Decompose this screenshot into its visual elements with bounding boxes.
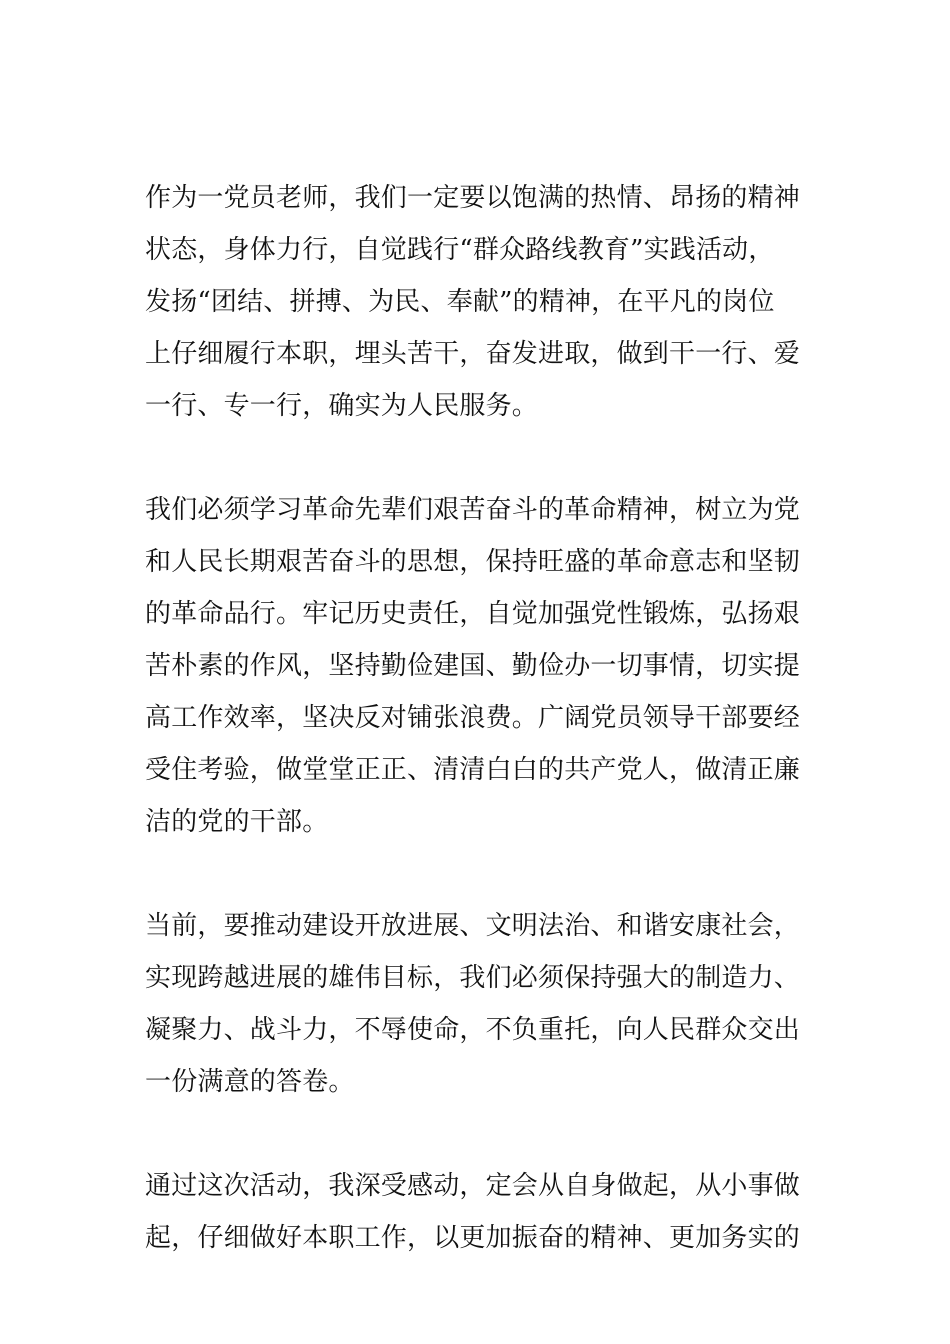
paragraph-1 [145,172,810,432]
paragraph-line: 的革命品行。牢记历史责任，自觉加强党性锻炼，弘扬艰 [145,599,801,629]
paragraph-spacer [145,432,810,484]
paragraph-line: 上仔细履行本职，埋头苦干，奋发进取，做到干一行、爱 [145,339,801,369]
paragraph-line: 实现跨越进展的雄伟目标，我们必须保持强大的制造力、 [145,963,801,993]
paragraph-4 [145,1160,810,1264]
paragraph-line: 高工作效率，坚决反对铺张浪费。广阔党员领导干部要经 [145,703,801,733]
paragraph-line: 通过这次活动，我深受感动，定会从自身做起，从小事做 [145,1171,801,1201]
paragraph-line: 一份满意的答卷。 [145,1067,355,1097]
paragraph-line: 和人民长期艰苦奋斗的思想，保持旺盛的革命意志和坚韧 [145,547,801,577]
paragraph-spacer [145,1108,810,1160]
paragraph-line: 凝聚力、战斗力，不辱使命，不负重托，向人民群众交出 [145,1015,801,1045]
paragraph-spacer [145,848,810,900]
paragraph-line: 状态，身体力行，自觉践行“群众路线教育”实践活动， [145,235,775,265]
paragraph-line: 起，仔细做好本职工作，以更加振奋的精神、更加务实的 [145,1223,801,1253]
paragraph-line: 当前，要推动建设开放进展、文明法治、和谐安康社会， [145,911,801,941]
document-body [145,172,810,1264]
paragraph-line: 我们必须学习革命先辈们艰苦奋斗的革命精神，树立为党 [145,495,801,525]
paragraph-2 [145,484,810,848]
paragraph-line: 洁的党的干部。 [145,807,329,837]
paragraph-line: 受住考验，做堂堂正正、清清白白的共产党人，做清正廉 [145,755,801,785]
paragraph-line: 发扬“团结、拼搏、为民、奉献”的精神，在平凡的岗位 [145,287,775,317]
paragraph-3 [145,900,810,1108]
paragraph-line: 一行、专一行，确实为人民服务。 [145,391,539,421]
paragraph-line: 作为一党员老师，我们一定要以饱满的热情、昂扬的精神 [145,183,801,213]
paragraph-line: 苦朴素的作风，坚持勤俭建国、勤俭办一切事情，切实提 [145,651,801,681]
